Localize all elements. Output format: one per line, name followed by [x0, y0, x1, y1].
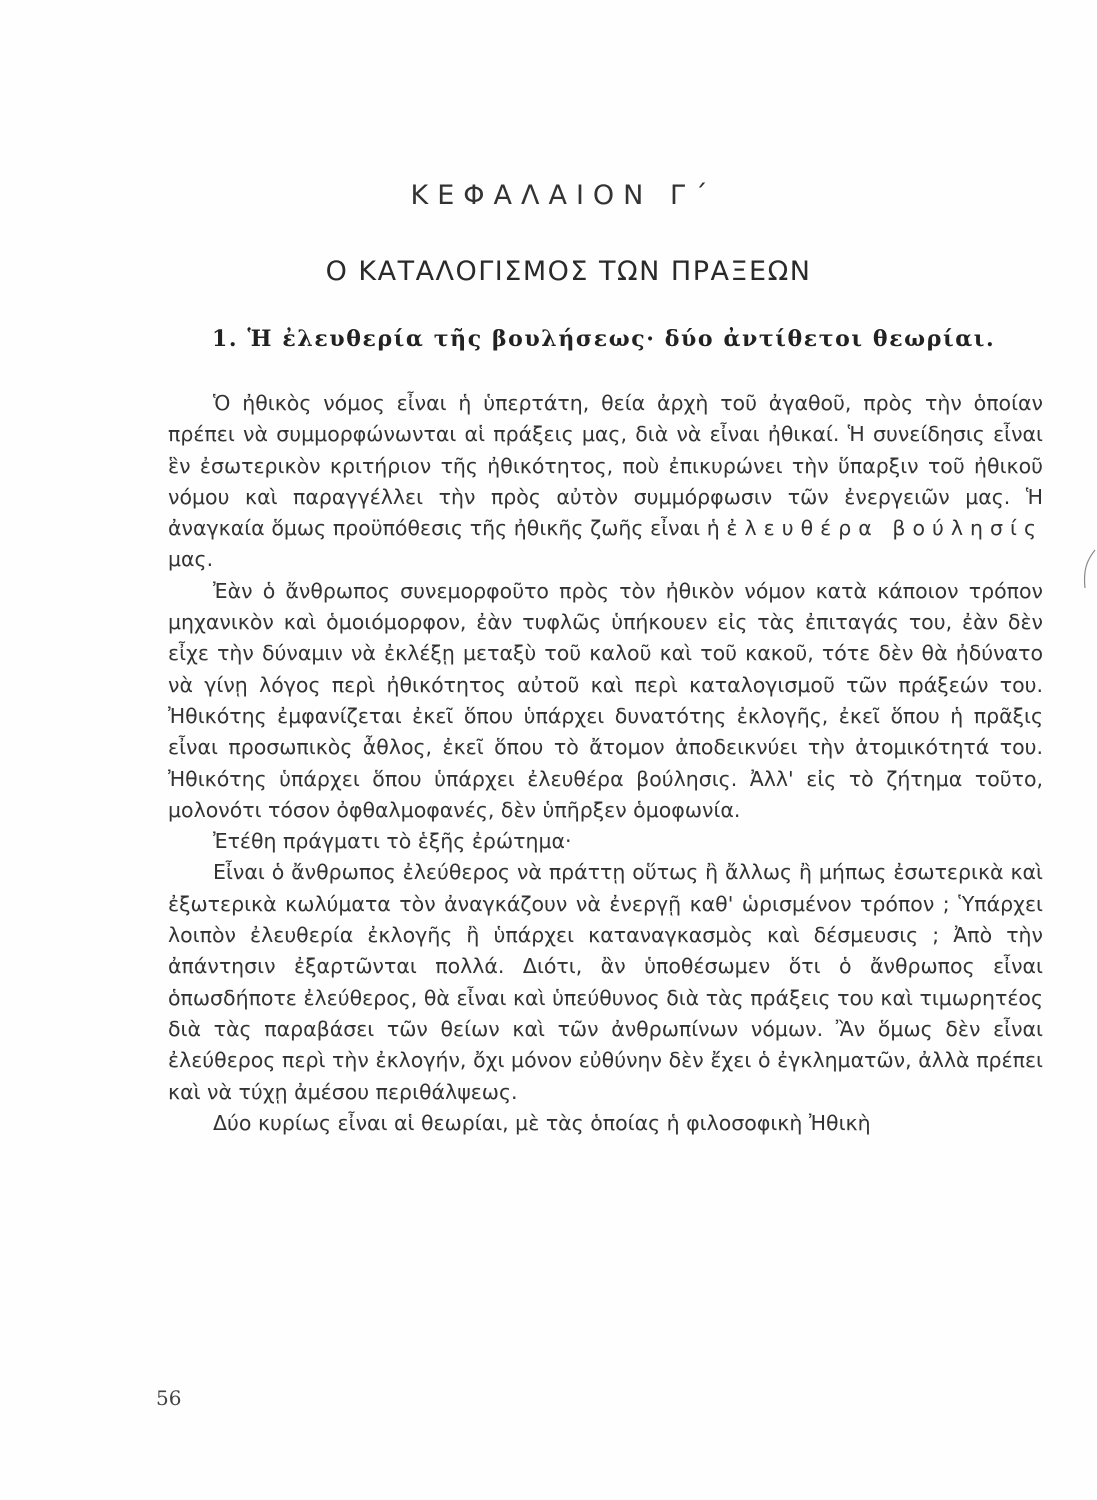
chapter-title: Ο ΚΑΤΑΛΟΓΙΣΜΟΣ ΤΩΝ ΠΡΑΞΕΩΝ — [325, 256, 812, 287]
paragraph-4: Εἶναι ὁ ἄνθρωπος ἐλεύθερος νὰ πράττῃ οὕτως ἢ ἄλλως ἢ μήπως ἐσωτερικὰ καὶ ἐξωτερικὰ κωλύματα τὸν ἀναγκάζουν νὰ ἐνεργῇ καθ' ὡρισμένον τρόπον ; Ὑπάρχει λοιπὸν ἐλευθερία ἐκλογῆς ἢ ὑπάρχει καταναγκασμὸς καὶ δέσμευσις ; Ἀπὸ τὴν ἀπάντησιν ἐξαρτῶνται πολλά. Διότι, ἂν ὑποθέσωμεν ὅτι ὁ ἄνθρωπος εἶναι ὁπωσδήποτε ἐλεύθερος, θὰ εἶναι καὶ ὑπεύθυνος διὰ τὰς πράξεις του καὶ τιμωρητέος διὰ τὰς παραβάσει τῶν θείων καὶ τῶν ἀνθρωπίνων νόμων. Ἂν ὅμως δὲν εἶναι ἐλεύθερος περὶ τὴν ἐκλογήν, ὄχι μόνον εὐθύνην δὲν ἔχει ὁ ἐγκληματῶν, ἀλλὰ πρέπει καὶ νὰ τύχῃ ἀμέσου περιθάλψεως. — [168, 860, 1043, 1104]
section-heading: 1. Ἡ ἐλευθερία τῆς βουλήσεως· δύο ἀντίθετοι θεωρίαι. — [212, 326, 996, 352]
paragraph-2: Ἐὰν ὁ ἄνθρωπος συνεμορφοῦτο πρὸς τὸν ἠθικὸν νόμον κατὰ κάποιον τρόπον μηχανικὸν καὶ ὁμοιόμορφον, ἐὰν τυφλῶς ὑπήκουεν εἰς τὰς ἐπιταγάς του, ἐὰν δὲν εἶχε τὴν δύναμιν νὰ ἐκλέξῃ μεταξὺ τοῦ καλοῦ καὶ τοῦ κακοῦ, τότε δὲν θὰ ἠδύνατο νὰ γίνῃ λόγος περὶ ἠθικότητος αὐτοῦ καὶ περὶ καταλογισμοῦ τῶν πράξεών του. Ἠθικότης ἐμφανίζεται ἐκεῖ ὅπου ὑπάρχει δυνατότης ἐκλογῆς, ἐκεῖ ὅπου ἡ πρᾶξις εἶναι προσωπικὸς ἆθλος, ἐκεῖ ὅπου τὸ ἄτομον ἀποδεικνύει τὴν ἀτομικότητά του. Ἠθικότης ὑπάρχει ὅπου ὑπάρχει ἐλευθέρα βούλησις. Ἀλλ' εἰς τὸ ζήτημα τοῦτο, μολονότι τόσον ὀφθαλμοφανές, δὲν ὑπῆρξεν ὁμοφωνία. — [168, 578, 1043, 822]
chapter-label: ΚΕΦΑΛΑΙΟΝ Γ΄ — [410, 180, 717, 211]
paragraph-1-end: μας. — [168, 547, 214, 572]
paragraph-3: Ἐτέθη πράγματι τὸ ἑξῆς ἐρώτημα· — [213, 829, 572, 854]
paragraph-1-text: Ὁ ἠθικὸς νόμος εἶναι ἡ ὑπερτάτη, θεία ἀρχὴ τοῦ ἀγαθοῦ, πρὸς τὴν ὁποίαν πρέπει νὰ συμμορφώνωνται αἱ πράξεις μας, διὰ νὰ εἶναι ἠθικαί. Ἡ συνείδησις εἶναι ἓν ἐσωτερικὸν κριτήριον τῆς ἠθικότητος, ποὺ ἐπικυρώνει τὴν ὕπαρξιν τοῦ ἠθικοῦ νόμου καὶ παραγγέλλει τὴν πρὸς αὐτὸν συμμόρφωσιν τῶν ἐνεργειῶν μας. Ἡ ἀναγκαία ὅμως προϋπόθεσις τῆς ἠθικῆς ζωῆς εἶναι ἡ — [168, 391, 1043, 541]
body-text — [168, 388, 1043, 1139]
emphasized-phrase: ἐλευθέρα βούλησίς — [726, 516, 1043, 541]
margin-pencil-mark — [1077, 548, 1097, 598]
paragraph-5: Δύο κυρίως εἶναι αἱ θεωρίαι, μὲ τὰς ὁποίας ἡ φιλοσοφικὴ Ἠθικὴ — [213, 1110, 871, 1135]
paragraph-1 — [168, 388, 1043, 576]
page-number: 56 — [156, 1386, 182, 1410]
